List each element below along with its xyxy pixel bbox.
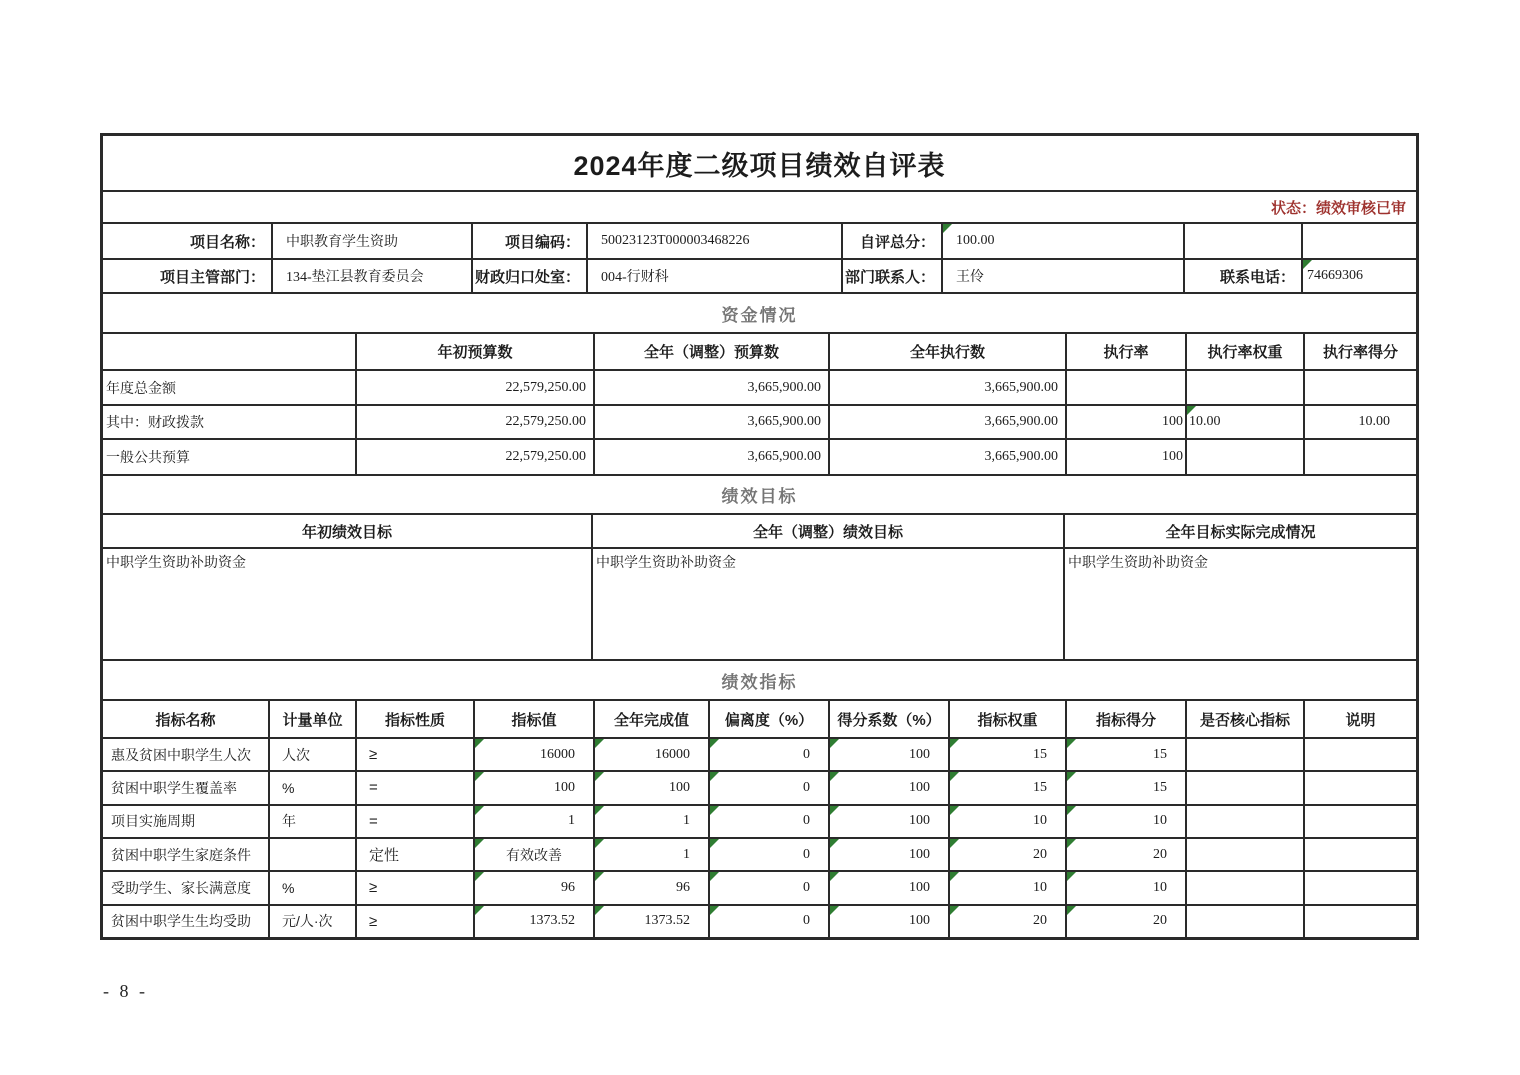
phone-value [1301,258,1416,292]
indicator-score-text: 10 [1153,813,1167,829]
indicator-deviation-text: 0 [803,846,810,862]
project-name-label: 项目名称： [189,233,265,251]
indicator-name: 项目实施周期 [103,804,268,837]
ind-header-coefficient: 得分系数（%） [828,701,948,737]
indicator-score-text: 15 [1153,779,1167,795]
indicator-core [1185,737,1303,770]
funds-initial-value: 22,579,250.00 [355,369,593,404]
excel-flag-icon [595,772,604,781]
indicator-deviation-text: 0 [803,913,810,929]
indicator-unit [268,837,355,870]
funds-row-label: 年度总金额 [103,369,355,404]
funds-weight-text: 10.00 [1189,414,1221,429]
indicator-target-text: 96 [561,879,575,895]
indicator-weight-text: 10 [1033,813,1047,829]
indicator-completed [593,904,708,937]
indicator-deviation [708,770,828,803]
funds-initial-value: 22,579,250.00 [355,438,593,474]
indicator-score [1065,770,1185,803]
indicator-unit: 人次 [268,737,355,770]
indicator-score [1065,804,1185,837]
funds-initial-value: 22,579,250.00 [355,404,593,438]
status-badge [103,190,1416,222]
indicator-score-text: 20 [1153,846,1167,862]
indicator-deviation-text: 0 [803,779,810,795]
indicator-deviation [708,737,828,770]
excel-flag-icon [710,872,719,881]
indicator-deviation [708,904,828,937]
goal-actual-value: 中职学生资助补助资金 [1063,547,1416,659]
funds-row-label: 一般公共预算 [103,438,355,474]
section-title-indicators: 绩效指标 [103,659,1416,699]
excel-flag-icon [710,739,719,748]
indicator-completed-text: 1 [683,813,690,829]
ind-header-nature: 指标性质 [355,701,473,737]
self-score-text: 100.00 [956,233,995,248]
indicator-unit: % [268,870,355,903]
indicator-coefficient-text: 100 [909,913,930,929]
project-code-label: 项目编码： [471,224,586,258]
indicator-completed-text: 16000 [655,746,690,762]
funds-row-label: 其中：财政拨款 [103,404,355,438]
excel-flag-icon [1067,772,1076,781]
indicator-score [1065,870,1185,903]
indicator-deviation [708,870,828,903]
ind-header-name: 指标名称 [155,711,216,729]
excel-flag-icon [595,906,604,915]
funds-rate-value: 100 [1065,404,1185,438]
indicator-target [473,770,593,803]
indicator-score [1065,837,1185,870]
indicator-weight [948,770,1065,803]
indicator-nature: ≥ [355,737,473,770]
indicator-completed [593,804,708,837]
funds-header-adjusted: 全年（调整）预算数 [593,334,828,369]
excel-flag-icon [710,806,719,815]
funds-score-value: 10.00 [1303,404,1416,438]
indicator-note [1303,837,1416,870]
excel-flag-icon [1303,260,1312,269]
ind-header-core: 是否核心指标 [1185,701,1303,737]
indicator-completed [593,770,708,803]
funds-executed-value: 3,665,900.00 [828,404,1065,438]
indicator-weight-text: 20 [1033,846,1047,862]
indicator-completed [593,837,708,870]
dept-label: 项目主管部门： [103,258,271,292]
indicator-weight [948,870,1065,903]
page-title: 2024年度二级项目绩效自评表 [573,150,946,181]
ind-header-score: 指标得分 [1065,701,1185,737]
indicator-completed [593,870,708,903]
indicator-unit: % [268,770,355,803]
indicator-coefficient-text: 100 [909,846,930,862]
indicator-weight-text: 15 [1033,746,1047,762]
indicator-name: 贫困中职学生覆盖率 [103,770,268,803]
indicator-coefficient-text: 100 [909,746,930,762]
ind-header-completed: 全年完成值 [593,701,708,737]
finance-office-value: 004-行财科 [586,258,841,292]
funds-header-score: 执行率得分 [1303,334,1416,369]
indicator-deviation [708,837,828,870]
excel-flag-icon [830,906,839,915]
indicator-completed [593,737,708,770]
excel-flag-icon [950,839,959,848]
funds-header-executed: 全年执行数 [828,334,1065,369]
finance-office-label: 财政归口处室： [471,258,586,292]
excel-flag-icon [830,806,839,815]
indicator-core [1185,804,1303,837]
indicator-target [473,837,593,870]
status-label: 状态： [1270,199,1316,217]
contact-label: 部门联系人： [841,258,941,292]
funds-weight-value [1185,404,1303,438]
indicator-completed-text: 100 [669,779,690,795]
indicator-coefficient [828,904,948,937]
indicator-weight-text: 10 [1033,879,1047,895]
indicator-score [1065,737,1185,770]
indicator-note [1303,904,1416,937]
ind-header-target: 指标值 [473,701,593,737]
indicator-coefficient [828,870,948,903]
phone-text: 74669306 [1307,268,1363,283]
indicator-completed-text: 1 [683,846,690,862]
indicator-name: 贫困中职学生生均受助 [103,904,268,937]
indicator-target-text: 16000 [540,746,575,762]
excel-flag-icon [710,906,719,915]
indicator-score-text: 20 [1153,913,1167,929]
phone-label: 联系电话： [1183,258,1301,292]
indicator-name: 贫困中职学生家庭条件 [103,837,268,870]
funds-adjusted-value: 3,665,900.00 [593,369,828,404]
indicator-target-text: 1 [568,813,575,829]
excel-flag-icon [595,839,604,848]
ind-header-unit: 计量单位 [268,701,355,737]
indicator-core [1185,870,1303,903]
ind-header-deviation: 偏离度（%） [708,701,828,737]
excel-flag-icon [595,872,604,881]
self-score-value [941,224,1183,258]
project-code-value: 50023123T000003468226 [586,224,841,258]
indicator-deviation-text: 0 [803,879,810,895]
indicator-nature: ≥ [355,870,473,903]
status-value: 绩效审核已审 [1315,199,1406,217]
section-title-funds: 资金情况 [103,292,1416,332]
indicator-nature: = [355,804,473,837]
indicator-coefficient-text: 100 [909,813,930,829]
excel-flag-icon [595,739,604,748]
page-number: - 8 - [103,981,148,1001]
funds-score-value [1303,369,1416,404]
excel-flag-icon [595,806,604,815]
indicator-weight-text: 20 [1033,913,1047,929]
excel-flag-icon [830,839,839,848]
indicator-target-text: 有效改善 [506,846,562,863]
excel-flag-icon [475,806,484,815]
indicator-note [1303,737,1416,770]
funds-score-value [1303,438,1416,474]
indicator-unit: 元/人·次 [268,904,355,937]
funds-header-weight: 执行率权重 [1185,334,1303,369]
indicator-nature: 定性 [355,837,473,870]
indicators-table [103,699,1416,937]
empty-cell [1301,224,1416,258]
empty-header-cell [103,334,355,369]
indicator-target [473,904,593,937]
indicator-completed-text: 96 [676,879,690,895]
indicator-deviation [708,804,828,837]
funds-executed-value: 3,665,900.00 [828,438,1065,474]
excel-flag-icon [950,739,959,748]
indicator-coefficient-text: 100 [909,879,930,895]
indicator-nature: ≥ [355,904,473,937]
excel-flag-icon [475,772,484,781]
indicator-note [1303,770,1416,803]
ind-header-note: 说明 [1303,701,1416,737]
funds-adjusted-value: 3,665,900.00 [593,438,828,474]
self-score-label: 自评总分： [841,224,941,258]
funds-header-initial: 年初预算数 [355,334,593,369]
excel-flag-icon [1187,406,1196,415]
project-name-value: 中职教育学生资助 [271,224,471,258]
indicator-weight [948,904,1065,937]
excel-flag-icon [950,806,959,815]
indicator-score-text: 15 [1153,746,1167,762]
indicator-deviation-text: 0 [803,746,810,762]
excel-flag-icon [1067,806,1076,815]
indicator-coefficient [828,837,948,870]
funds-table [103,332,1416,474]
empty-cell [1183,224,1301,258]
indicator-weight [948,837,1065,870]
indicator-target [473,804,593,837]
excel-flag-icon [830,739,839,748]
indicator-weight-text: 15 [1033,779,1047,795]
indicator-weight [948,804,1065,837]
funds-header-rate: 执行率 [1065,334,1185,369]
indicator-score-text: 10 [1153,879,1167,895]
indicator-coefficient [828,804,948,837]
excel-flag-icon [710,839,719,848]
indicator-weight [948,737,1065,770]
goals-header-adjusted: 全年（调整）绩效目标 [591,515,1063,547]
goal-adjusted-value: 中职学生资助补助资金 [591,547,1063,659]
goal-initial-value: 中职学生资助补助资金 [103,547,591,659]
indicator-nature: = [355,770,473,803]
excel-flag-icon [830,872,839,881]
indicator-core [1185,904,1303,937]
indicator-name: 受助学生、家长满意度 [103,870,268,903]
excel-flag-icon [710,772,719,781]
indicator-core [1185,770,1303,803]
funds-rate-value [1065,369,1185,404]
excel-flag-icon [943,224,952,233]
section-title-goals: 绩效目标 [103,474,1416,513]
indicator-target [473,870,593,903]
excel-flag-icon [830,772,839,781]
ind-header-weight: 指标权重 [948,701,1065,737]
funds-executed-value: 3,665,900.00 [828,369,1065,404]
excel-flag-icon [1067,906,1076,915]
excel-flag-icon [1067,872,1076,881]
excel-flag-icon [1067,839,1076,848]
indicator-target-text: 1373.52 [529,913,575,929]
indicator-coefficient [828,737,948,770]
project-info-table [103,222,1416,292]
funds-weight-value [1185,369,1303,404]
indicator-completed-text: 1373.52 [644,913,690,929]
excel-flag-icon [950,772,959,781]
excel-flag-icon [475,906,484,915]
excel-flag-icon [1067,739,1076,748]
excel-flag-icon [950,906,959,915]
indicator-core [1185,837,1303,870]
indicator-target [473,737,593,770]
excel-flag-icon [475,839,484,848]
indicator-score [1065,904,1185,937]
self-evaluation-form [100,133,1419,940]
indicator-name: 惠及贫困中职学生人次 [103,737,268,770]
funds-rate-value: 100 [1065,438,1185,474]
indicator-deviation-text: 0 [803,813,810,829]
excel-flag-icon [950,872,959,881]
indicator-unit: 年 [268,804,355,837]
indicator-target-text: 100 [554,779,575,795]
excel-flag-icon [475,872,484,881]
funds-weight-value [1185,438,1303,474]
indicator-note [1303,870,1416,903]
indicator-note [1303,804,1416,837]
goals-header-initial: 年初绩效目标 [301,523,392,541]
goals-header-actual: 全年目标实际完成情况 [1063,515,1416,547]
contact-value: 王伶 [941,258,1183,292]
indicator-coefficient-text: 100 [909,779,930,795]
indicator-coefficient [828,770,948,803]
goals-table [103,513,1416,659]
excel-flag-icon [475,739,484,748]
funds-adjusted-value: 3,665,900.00 [593,404,828,438]
dept-value: 134-垫江县教育委员会 [271,258,471,292]
